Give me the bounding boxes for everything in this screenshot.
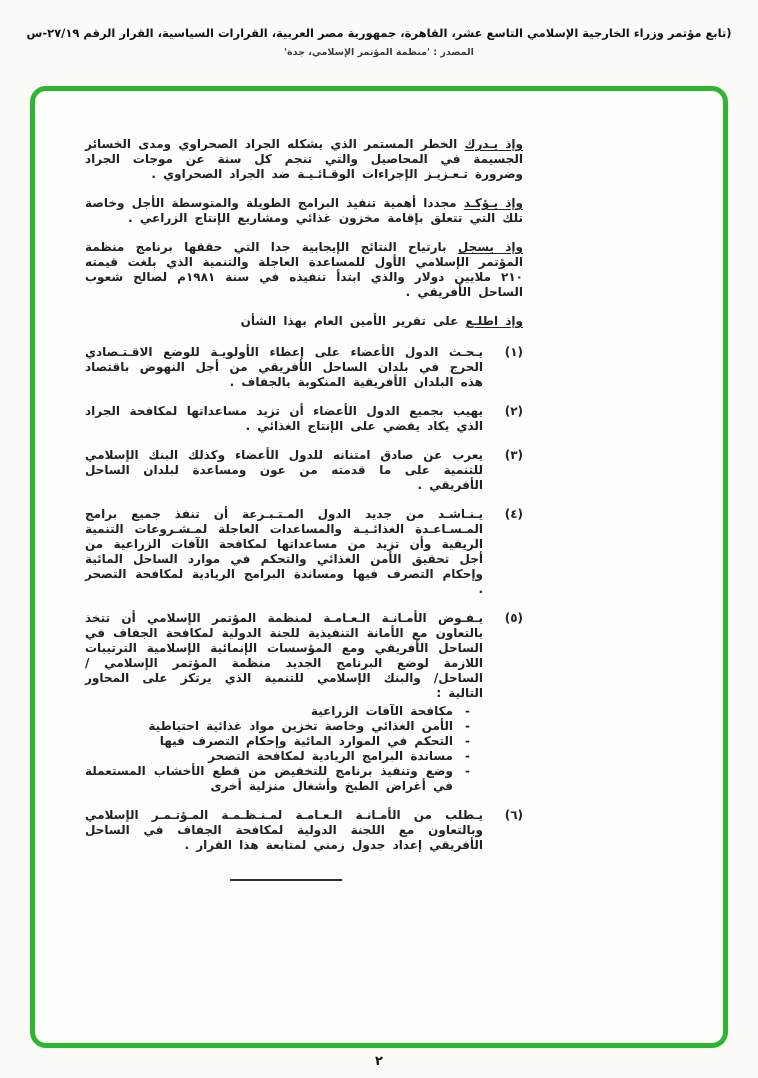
resolution-item-2 [85,404,523,434]
preamble-text-1: الخطر المستمر الذي يشكله الجراد الصحراوي ومدى الخسائر الجسيمة في المحاصيل والتي تنجم كل سنة عن موجات الجراد وضرورة تـعـزيـز الإجراءات الوقـائـيـة ضد الجراد الصحراوي . [85,137,523,181]
item-number-4: (٤) [504,507,523,521]
document-body [35,91,723,881]
resolution-item-1 [85,345,523,390]
document-header [0,0,758,58]
preamble-paragraph-3 [85,240,523,300]
item-text-6: يـطلب من الأمـانـة الـعـامـة لمـنـظـمـة المـؤتـمـر الإسلامي وبالتعاون مع اللجنة الدولية لمكافحة الجفاف في الساحل الأفريقي إعداد جدول زمني لمتابعة هذا القرار . [85,808,483,852]
item-text-2: يهيب بجميع الدول الأعضاء أن تزيد مساعداتها لمكافحة الجراد الذي يكاد يقضي على الإنتاج الغذائي . [85,404,483,433]
resolution-item-3 [85,448,523,493]
item-number-1: (١) [504,345,523,359]
preamble-lead-3: وإذ يسجل [457,240,524,254]
dash-bullet: - [465,749,471,763]
item-5-sublist [85,704,483,794]
sub-item-text-4: مساندة البرامج الريادية لمكافحة التصحر [208,749,453,763]
preamble-paragraph-2 [85,196,523,226]
item-number-5: (٥) [504,611,523,625]
preamble-lead-4: وإذ اطلـع [465,314,523,328]
sub-item-text-2: الأمن الغذائي وخاصة تخزين مواد غذائية احتياطية [148,719,453,733]
item-number-6: (٦) [504,808,523,822]
sub-item-2 [85,719,473,734]
header-title: (تابع مؤتمر وزراء الخارجية الإسلامي التاسع عشر، القاهرة، جمهورية مصر العربية، القرارات السياسية، القرار الرقم ٢٧/١٩-س [26,26,732,40]
preamble-paragraph-1 [85,137,523,182]
preamble-text-4: على تقرير الأمين العام بهذا الشأن [240,314,466,328]
preamble-paragraph-4 [85,314,523,329]
resolution-item-6 [85,808,523,853]
dash-bullet: - [465,704,471,718]
sub-item-4 [85,749,473,764]
preamble-lead-2: وإذ يـؤكـد [463,196,523,210]
sub-item-5 [85,764,473,794]
sub-item-text-3: التحكم في الموارد المائية وإحكام التصرف فيها [159,734,453,748]
dash-bullet: - [465,734,471,748]
dash-bullet: - [465,719,471,733]
resolution-item-4 [85,507,523,597]
header-source: المصدر : 'منظمة المؤتمر الإسلامي، جدة' [284,47,474,58]
dash-bullet: - [465,764,471,778]
sub-item-1 [85,704,473,719]
resolution-item-5 [85,611,523,794]
sub-item-text-5: وضع وتنفيذ برنامج للتخفيض من قطع الأخشاب المستعملة في أغراض الطبخ وأشغال منزلية أخرى [85,764,453,793]
item-number-3: (٣) [504,448,523,462]
item-number-2: (٢) [504,404,523,418]
sub-item-text-1: مكافحة الآفات الزراعية [310,704,453,718]
preamble-lead-1: وإذ يـدرك [464,137,524,151]
preamble-text-2: مجددا أهمية تنفيذ البرامج الطويلة والمتوسطة الأجل وخاصة تلك التي تتعلق بإقامة مخزون غذائي ومشاريع الإنتاج الزراعي . [85,196,523,225]
end-rule [230,879,342,881]
sub-item-3 [85,734,473,749]
item-text-4: يـنـاشـد من جديد الدول المـتـبـرعة أن تنفذ جميع برامج المـسـاعـدة الغذائـيـة والمساعدات العاجلة لمـشـروعات التنمية الريفية وأن تزيد من مساعداتها لمكافحة الآفات الزراعية من أجل تحقيق الأمن الغذائي والتحكم في موارد الساحل المائية وإحكام التصرف فيها ومساندة البرامج الريادية لمكافحة التصحر . [85,507,483,596]
item-text-3: يعرب عن صادق امتنانه للدول الأعضاء وكذلك البنك الإسلامي للتنمية على ما قدمته من عون ومساعدة لبلدان الساحل الأفريقي . [85,448,483,492]
item-text-1: يـحـث الدول الأعضاء على إعطاء الأولويـة للوضع الاقـتـصادي الحرج في بلدان الساحل الأفريقي من أجل النهوض باقتصاد هذه البلدان الأفريقية المنكوبة بالجفاف . [85,345,483,389]
preamble-text-3: بارتياح النتائج الإيجابية جدا التي حققها برنامج منظمة المؤتمر الإسلامي الأول للمساعدة العاجلة والتنمية الذي بلغت قيمته ٢١٠ ملايين دولار والذي ابتدأ تنفيذه في سنة ١٩٨١م لصالح شعوب الساحل الأفريقي . [85,240,523,299]
scan-border-frame [30,86,728,1048]
item-text-5: يـفـوض الأمـانـة الـعـامـة لمنظمة المؤتمر الإسلامي أن تتخذ بالتعاون مع الأمانة التنفيذية للجنة الدولية لمكافحة الجفاف في الساحل الأفريقي ومع المؤسسات الإنمائية الإسلامية الترتيبات اللازمة لوضع البرنامج الجديد منظمة المؤتمر الإسلامي / الساحل/ والبنك الإسلامي للتنمية الذي يرتكز على المحاور التالية : [85,611,483,700]
page-number: ٢ [375,1054,383,1069]
